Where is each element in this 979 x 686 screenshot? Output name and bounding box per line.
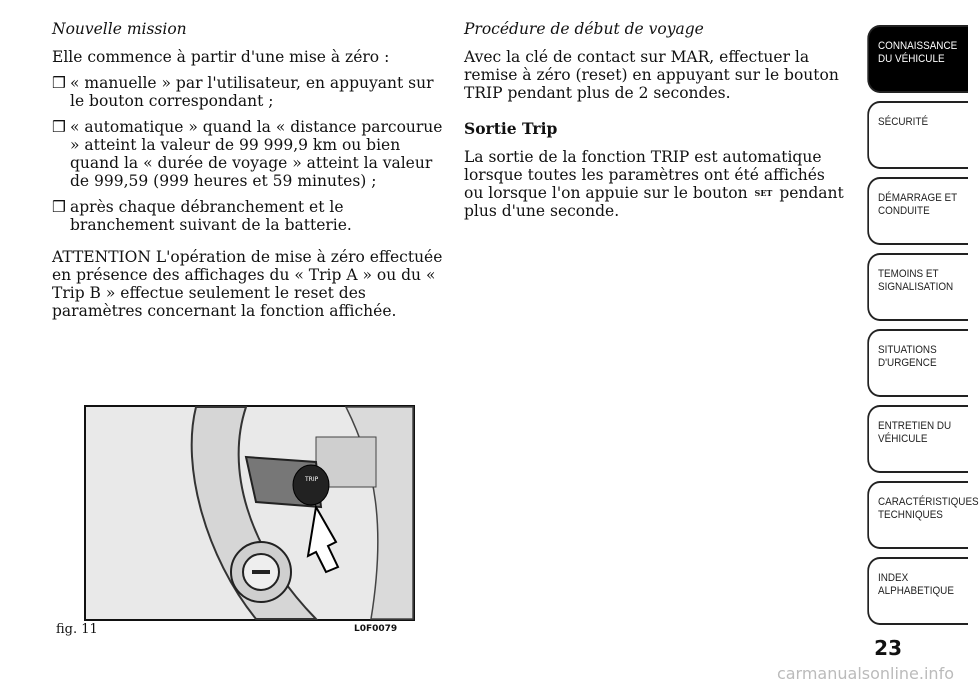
page-number: 23	[874, 636, 902, 660]
bullet-item: ❒ « manuelle » par l'utilisateur, en appuyant sur le bouton correspondant ;	[52, 74, 434, 110]
section-heading-nouvelle-mission: Nouvelle mission	[52, 20, 187, 38]
set-button-icon: SET	[754, 188, 773, 198]
section-heading-procedure: Procédure de début de voyage	[464, 20, 704, 38]
attention-note: ATTENTION L'opération de mise à zéro effectuée en présence des affichages du « Trip A » ou du « Trip B » effectue seulement le reset des paramètres concernant la fonction affichée.	[52, 248, 443, 320]
tab-entretien-du-vehicule[interactable]: ENTRETIEN DU VÉHICULE	[867, 405, 968, 473]
right-column	[464, 20, 848, 228]
steering-column-illustration	[86, 407, 413, 619]
section-heading-sortie-trip: Sortie Trip	[464, 119, 558, 138]
chapter-tabs	[856, 25, 979, 633]
checkbox-bullet-icon: ❒	[52, 74, 66, 92]
tab-caracteristiques-techniques[interactable]: CARACTÉRISTIQUES TECHNIQUES	[867, 481, 968, 549]
figure-code: L0F0079	[354, 624, 398, 634]
sortie-text: La sortie de la fonction TRIP est automatique lorsque toutes les paramètres ont été affichés ou lorsque l'on appuie sur le bouton SET pendant plus d'une seconde.	[464, 148, 844, 220]
tab-situations-durgence[interactable]: SITUATIONS D'URGENCE	[867, 329, 968, 397]
watermark: carmanualsonline.info	[776, 664, 954, 683]
tab-connaissance-du-vehicule[interactable]: CONNAISSANCE DU VÉHICULE	[867, 25, 968, 93]
figure-trip-button	[84, 405, 415, 621]
procedure-text: Avec la clé de contact sur MAR, effectuer la remise à zéro (reset) en appuyant sur le bouton TRIP pendant plus de 2 secondes.	[464, 48, 839, 102]
checkbox-bullet-icon: ❒	[52, 198, 66, 216]
bullet-item: ❒ après chaque débranchement et le branchement suivant de la batterie.	[52, 198, 352, 234]
figure-caption: fig. 11	[56, 622, 98, 637]
bullet-item: ❒ « automatique » quand la « distance parcourue » atteint la valeur de 99 999,9 km ou bien quand la « durée de voyage » atteint la valeur de 999,59 (999 heures et 59 minutes) ;	[52, 118, 443, 190]
trip-button-label: TRIP	[305, 476, 319, 483]
tab-demarrage-et-conduite[interactable]: DÉMARRAGE ET CONDUITE	[867, 177, 968, 245]
tab-index-alphabetique[interactable]: INDEX ALPHABETIQUE	[867, 557, 968, 625]
intro-text: Elle commence à partir d'une mise à zéro :	[52, 48, 390, 66]
checkbox-bullet-icon: ❒	[52, 118, 66, 136]
tab-securite[interactable]: SÉCURITÉ	[867, 101, 968, 169]
tab-temoins-et-signalisation[interactable]: TEMOINS ET SIGNALISATION	[867, 253, 968, 321]
left-column	[52, 20, 452, 328]
